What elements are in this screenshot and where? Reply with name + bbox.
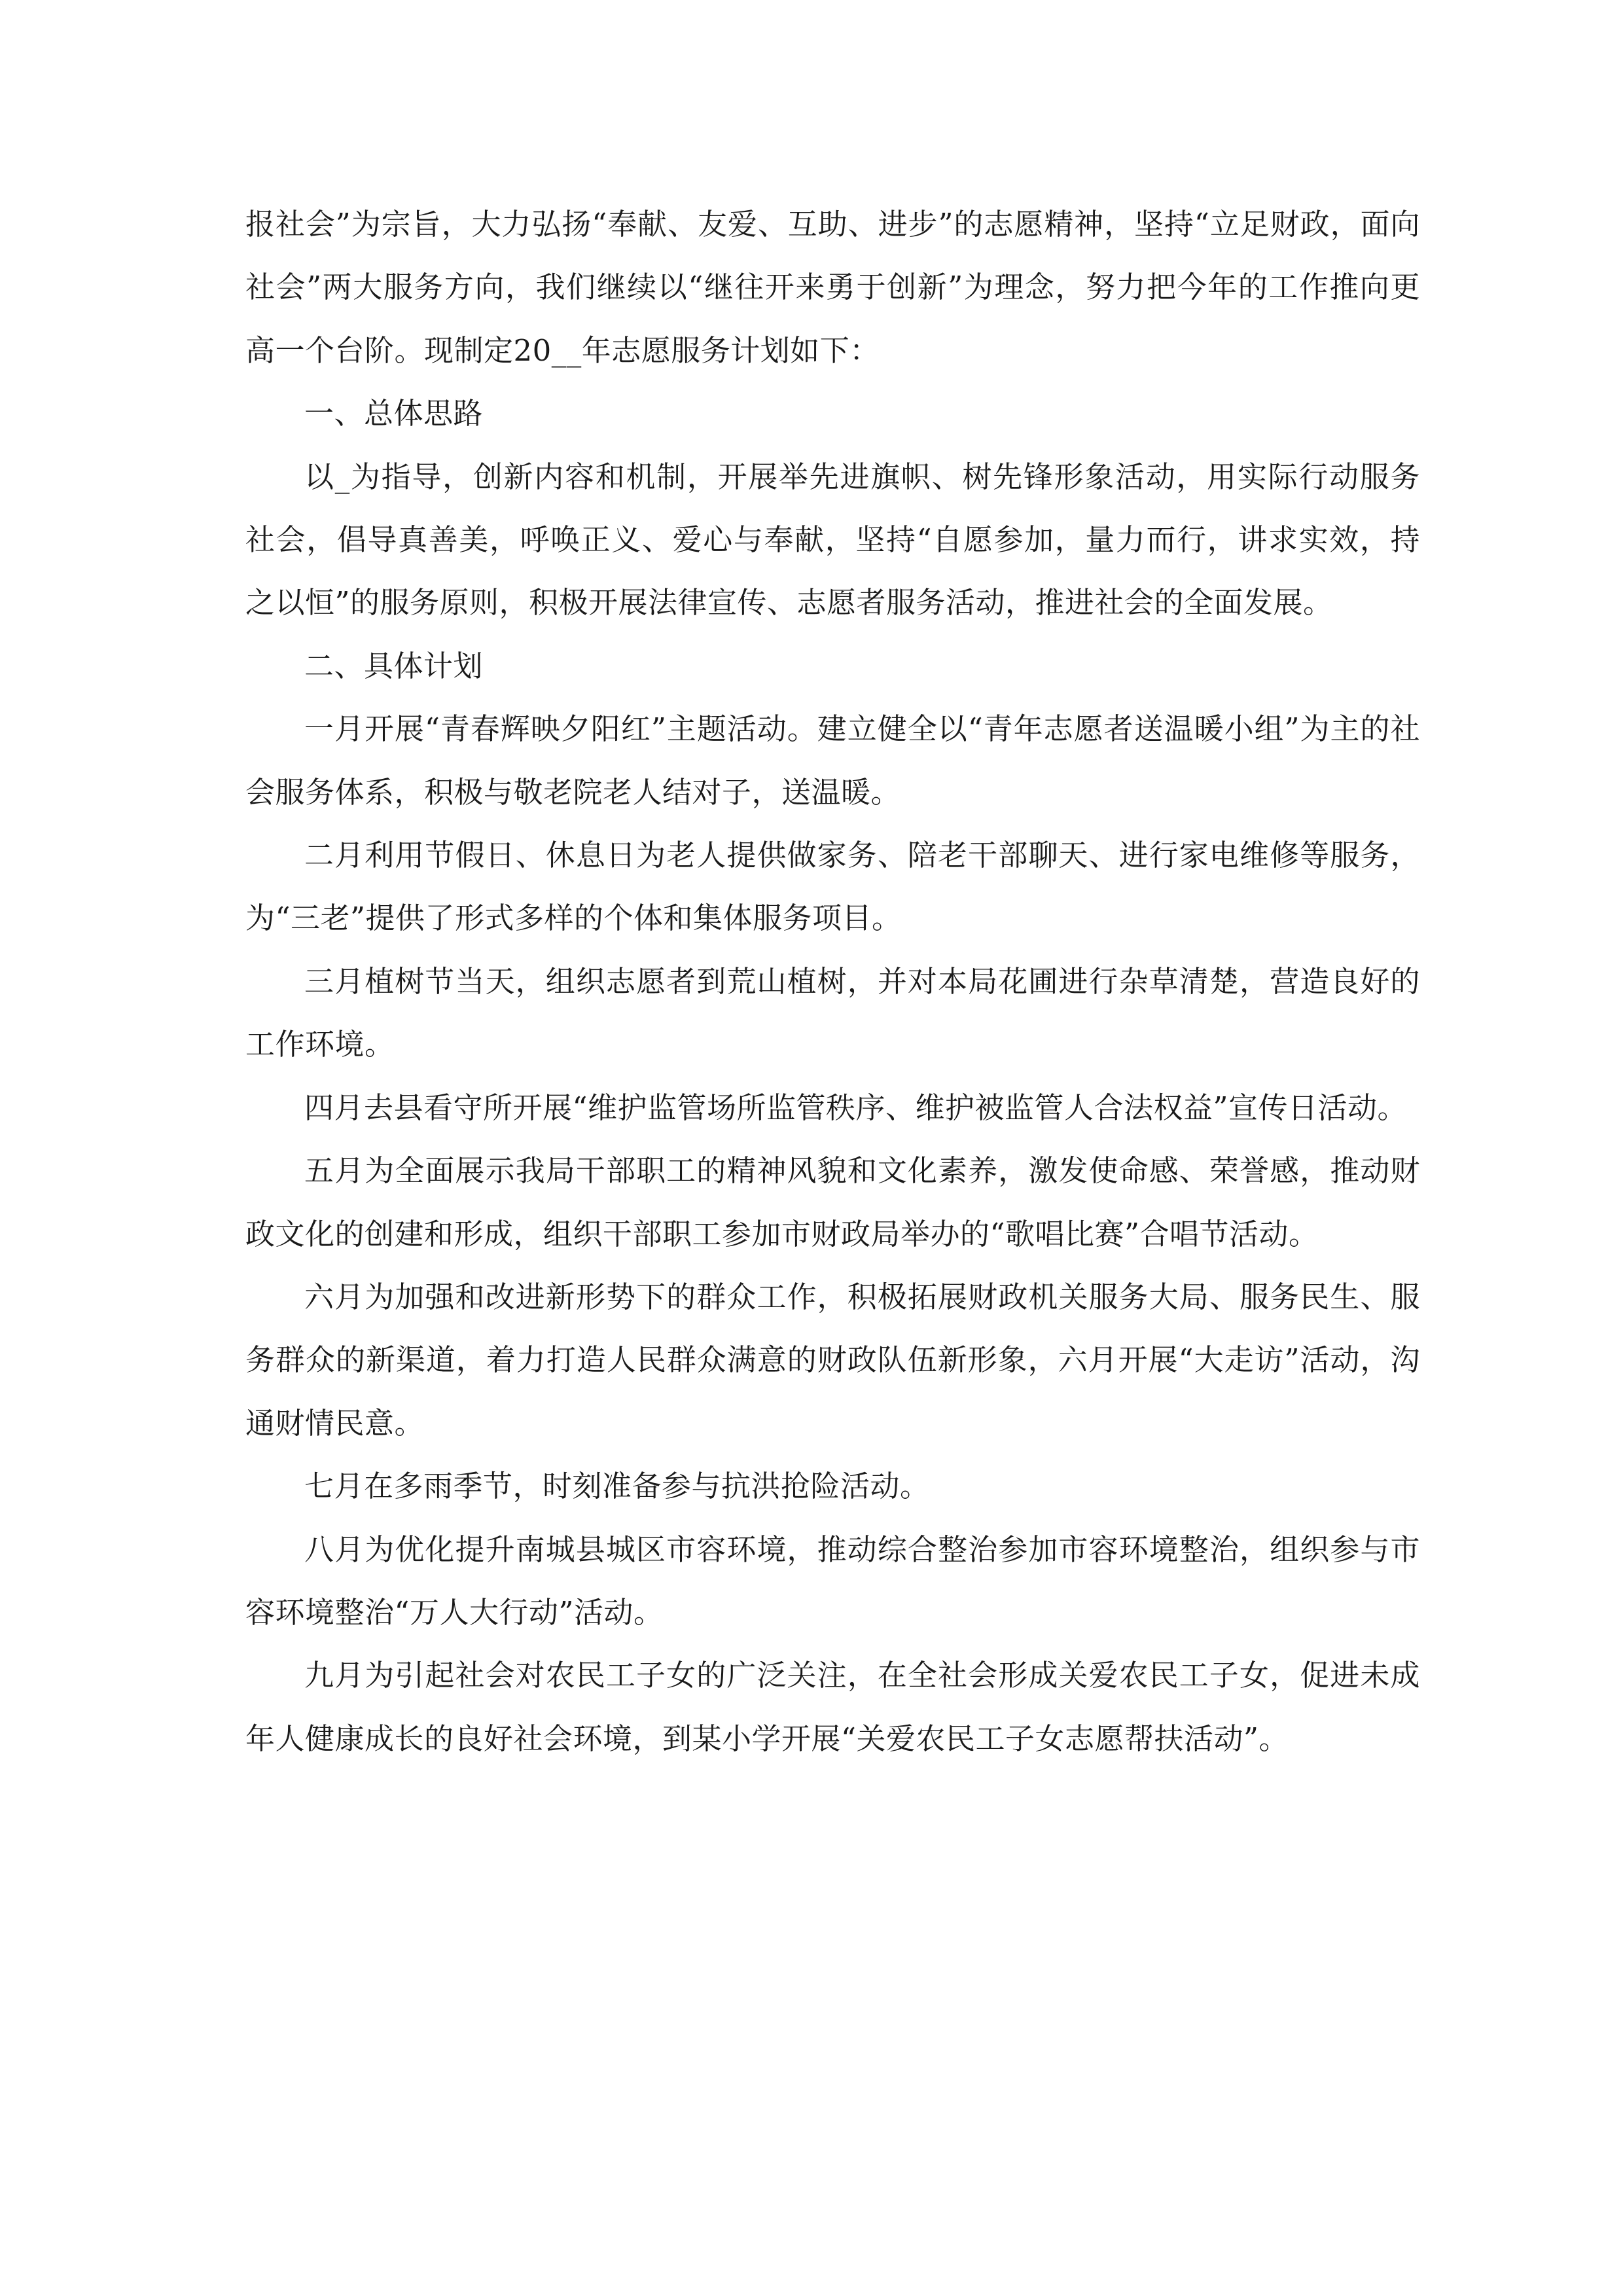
paragraph-march: 三月植树节当天，组织志愿者到荒山植树，并对本局花圃进行杂草清楚，营造良好的工作环境。 — [245, 963, 1420, 1062]
paragraph-overall-approach: 以_为指导，创新内容和机制，开展举先进旗帜、树先锋形象活动，用实际行动服务社会，倡导真善美，呼唤正义、爱心与奉献，坚持“自愿参加，量力而行，讲求实效，持之以恒”的服务原则，积极开展法律宣传、志愿者服务活动，推进社会的全面发展。 — [245, 459, 1420, 620]
section-heading-specific-plan: 二、具体计划 — [304, 648, 484, 683]
paragraph-august: 八月为优化提升南城县城区市容环境，推动综合整治参加市容环境整治，组织参与市容环境整治“万人大行动”活动。 — [245, 1532, 1420, 1630]
section-heading-overall-approach: 一、总体思路 — [304, 396, 484, 431]
paragraph-february: 二月利用节假日、休息日为老人提供做家务、陪老干部聊天、进行家电维修等服务，为“三老”提供了形式多样的个体和集体服务项目。 — [245, 838, 1420, 936]
paragraph-july: 七月在多雨季节，时刻准备参与抗洪抢险活动。 — [304, 1469, 930, 1504]
paragraph-intro-continuation: 报社会”为宗旨，大力弘扬“奉献、友爱、互助、进步”的志愿精神，坚持“立足财政，面向社会”两大服务方向，我们继续以“继往开来勇于创新”为理念，努力把今年的工作推向更高一个台阶。现制定20__年志愿服务计划如下： — [245, 207, 1420, 368]
document-body — [245, 193, 1420, 1770]
paragraph-april: 四月去县看守所开展“维护监管场所监管秩序、维护被监管人合法权益”宣传日活动。 — [304, 1090, 1408, 1125]
paragraph-january: 一月开展“青春辉映夕阳红”主题活动。建立健全以“青年志愿者送温暖小组”为主的社会服务体系，积极与敬老院老人结对子，送温暖。 — [245, 711, 1420, 810]
paragraph-may: 五月为全面展示我局干部职工的精神风貌和文化素养，激发使命感、荣誉感，推动财政文化的创建和形成，组织干部职工参加市财政局举办的“歌唱比赛”合唱节活动。 — [245, 1153, 1420, 1251]
paragraph-september: 九月为引起社会对农民工子女的广泛关注，在全社会形成关爱农民工子女，促进未成年人健康成长的良好社会环境，到某小学开展“关爱农民工子女志愿帮扶活动”。 — [245, 1658, 1420, 1756]
paragraph-june: 六月为加强和改进新形势下的群众工作，积极拓展财政机关服务大局、服务民生、服务群众的新渠道，着力打造人民群众满意的财政队伍新形象，六月开展“大走访”活动，沟通财情民意。 — [245, 1279, 1420, 1441]
